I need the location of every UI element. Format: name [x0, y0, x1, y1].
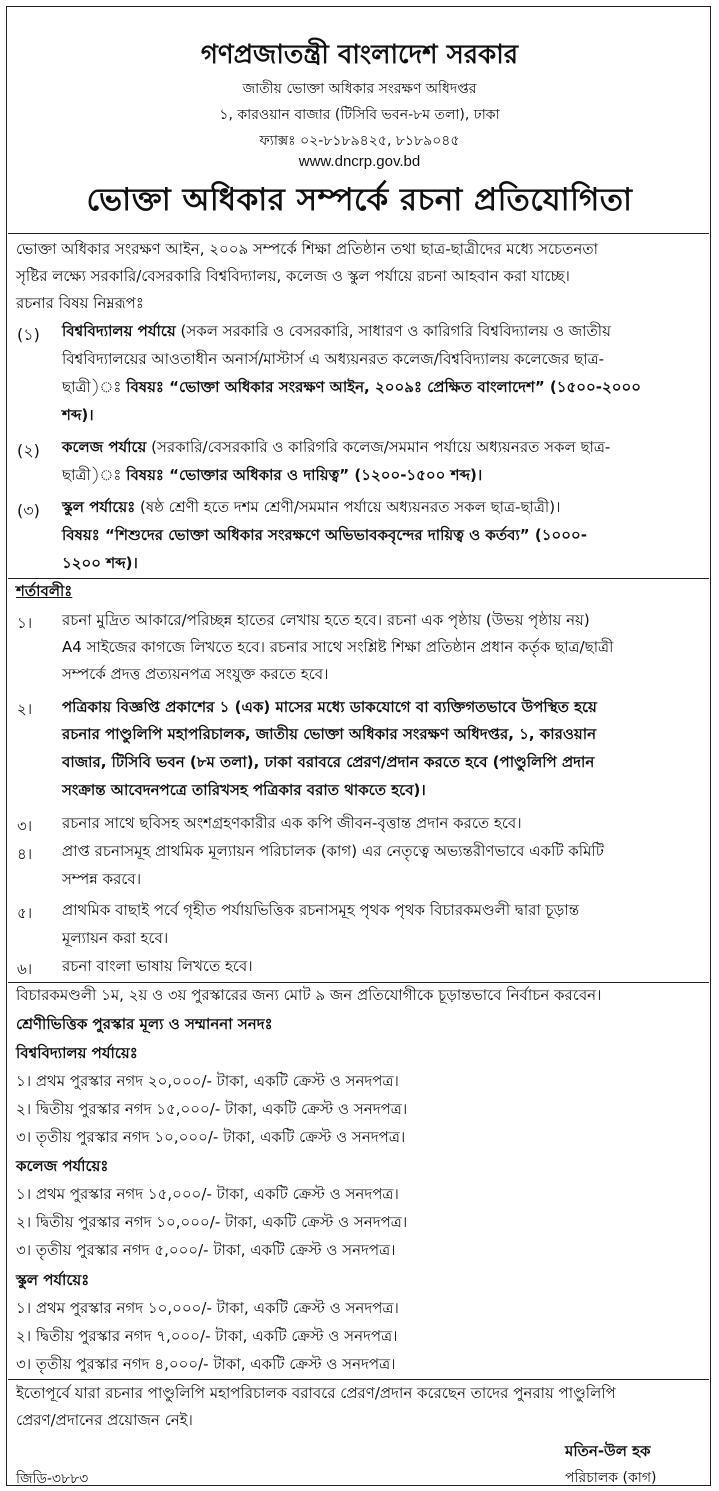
topic-text: ছাত্রী)ঃ: [62, 378, 127, 396]
topic-line: বিশ্ববিদ্যালয়ের আওতাধীন অনার্স/মাস্টার্স এ অধ্যয়নরত কলেজ/বিশ্ববিদ্যালয় কলেজের ছাত্র-: [62, 350, 605, 368]
prize-item: ১। প্রথম পুরস্কার নগদ ২০,০০০/- টাকা, একটি ক্রেস্ট ও সনদপত্র।: [16, 1072, 399, 1090]
prize-group-title: স্কুল পর্যায়েঃ: [16, 1271, 90, 1289]
term-line: বাজার, টিসিবি ভবন (৮ম তলা), ঢাকা বরাবরে প্রেরণ/প্রদান করতে হবে (পাণ্ডুলিপি প্রদান: [62, 753, 595, 771]
term-line: পত্রিকায় বিজ্ঞপ্তি প্রকাশের ১ (এক) মাসের মধ্যে ডাকযোগে বা ব্যক্তিগতভাবে উপস্থিত হয়ে: [62, 698, 597, 716]
topic-text: (সরকারি/বেসরকারি ও কারিগরি কলেজ/সমমান পর্যায়ে অধ্যয়নরত সকল ছাত্র-: [146, 438, 611, 456]
prize-item: ৩। তৃতীয় পুরস্কার নগদ ১০,০০০/- টাকা, একটি ক্রেস্ট ও সনদপত্র।: [16, 1128, 406, 1146]
closing-note: ইতোপূর্বে যারা রচনার পাণ্ডুলিপি মহাপরিচালক বরাবরে প্রেরণ/প্রদান করেছেন তাদের পুনরায় পাণ্ডুলিপি: [16, 1384, 616, 1402]
title-divider: [8, 233, 709, 234]
topic-line: শব্দ)।: [62, 406, 94, 424]
topic-line: ১২০০ শব্দ)।: [62, 554, 138, 572]
prize-item: ২। দ্বিতীয় পুরস্কার নগদ ১০,০০০/- টাকা, একটি ক্রেস্ট ও সনদপত্র।: [16, 1213, 408, 1231]
prize-item: ৩। তৃতীয় পুরস্কার নগদ ৪,০০০/- টাকা, একটি ক্রেস্ট ও সনদপত্র।: [16, 1355, 396, 1373]
website-link[interactable]: www.dncrp.gov.bd: [298, 153, 421, 170]
term-line: প্রাথমিক বাছাই পর্বে গৃহীত পর্যায়ভিত্তিক রচনাসমূহ পৃথক পৃথক বিচারকমণ্ডলী দ্বারা চূড়ান্ত: [62, 901, 580, 919]
judges-note: বিচারকমণ্ডলী ১ম, ২য় ও ৩য় পুরস্কারের জন্য মোট ৯ জন প্রতিযোগীকে চূড়ান্তভাবে নির্বাচন করবেন।: [16, 986, 602, 1004]
address: ১, কারওয়ান বাজার (টিসিবি ভবন-৮ম তলা), ঢাকা: [219, 107, 500, 123]
topic-number: (২): [17, 441, 40, 460]
topic-line: [62, 318, 611, 346]
department-name: জাতীয় ভোক্তা অধিকার সংরক্ষণ অধিদপ্তর: [242, 81, 477, 97]
signatory-designation: পরিচালক (কাগ): [565, 1470, 657, 1486]
signatory-name: মতিন-উল হক: [565, 1442, 651, 1460]
topics-heading: রচনার বিষয় নিম্নরূপঃ: [16, 294, 144, 312]
topic-subject: বিষয়ঃ “শিশুদের ভোক্তা অধিকার সংরক্ষণে অভিভাবকবৃন্দের দায়িত্ব ও কর্তব্য” (১০০০-: [62, 526, 587, 544]
section-divider: [8, 578, 709, 579]
term-line: রচনা মুদ্রিত আকারে/পরিচ্ছন্ন হাতের লেখায় হতে হবে। রচনা এক পৃষ্ঠায় (উভয় পৃষ্ঠায় নয়): [62, 611, 590, 629]
term-number: ৪।: [17, 845, 33, 863]
intro-line: সৃষ্টির লক্ষ্যে সরকারি/বেসরকারি বিশ্ববিদ্যালয়, কলেজ ও স্কুল পর্যায়ে রচনা আহবান করা যাচ্ছে।: [16, 267, 570, 285]
topic-number: (৩): [17, 501, 40, 520]
term-number: ৫।: [17, 904, 33, 922]
topic-number: (১): [17, 325, 40, 344]
topic-level: কলেজ পর্যায়ে: [62, 438, 147, 456]
term-line: সংক্রান্ত আবেদনপত্রে তারিখসহ পত্রিকার বরাত থাকতে হবে)।: [62, 781, 426, 799]
topic-subject: বিষয়ঃ “ভোক্তার অধিকার ও দায়িত্ব” (১২০০-১৫০০ শব্দ)।: [126, 466, 483, 484]
topic-text: ছাত্রী)ঃ: [62, 466, 127, 484]
terms-heading: শর্তাবলীঃ: [16, 582, 73, 600]
topic-line: [62, 494, 560, 522]
topic-line: [62, 462, 482, 490]
reference-number: জিডি-৩৮৮৩: [16, 1471, 89, 1487]
term-line: মূল্যায়ন করা হবে।: [62, 929, 169, 947]
notice-title: ভোক্তা অধিকার সম্পর্কে রচনা প্রতিযোগিতা: [86, 182, 633, 218]
term-number: ৬।: [17, 960, 33, 978]
government-name: গণপ্রজাতন্ত্রী বাংলাদেশ সরকার: [200, 40, 519, 70]
topic-level: বিশ্ববিদ্যালয় পর্যায়ে: [62, 322, 176, 340]
fax-numbers: ফ্যাক্সঃ ০২-৮১৮৯৪২৫, ৮১৮৯০৪৫: [259, 133, 460, 149]
topic-text: (সকল সরকারি ও বেসরকারি, সাধারণ ও কারিগরি বিশ্ববিদ্যালয় ও জাতীয়: [175, 322, 611, 340]
topic-subject: বিষয়ঃ “ভোক্তা অধিকার সংরক্ষণ আইন, ২০০৯ঃ প্রেক্ষিত বাংলাদেশ” (১৫০০-২০০০: [126, 378, 641, 396]
prize-item: ১। প্রথম পুরস্কার নগদ ১০,০০০/- টাকা, একটি ক্রেস্ট ও সনদপত্র।: [16, 1299, 399, 1317]
prize-item: ১। প্রথম পুরস্কার নগদ ১৫,০০০/- টাকা, একটি ক্রেস্ট ও সনদপত্র।: [16, 1185, 399, 1203]
prize-item: ২। দ্বিতীয় পুরস্কার নগদ ১৫,০০০/- টাকা, একটি ক্রেস্ট ও সনদপত্র।: [16, 1100, 408, 1118]
term-line: রচনার পাণ্ডুলিপি মহাপরিচালক, জাতীয় ভোক্তা অধিকার সংরক্ষণ অধিদপ্তর, ১, কারওয়ান: [62, 725, 597, 743]
term-line: সম্পন্ন করবে।: [62, 870, 142, 888]
topic-level: স্কুল পর্যায়েঃ: [62, 498, 136, 516]
term-number: ১।: [17, 614, 33, 632]
topic-text: (ষষ্ঠ শ্রেণী হতে দশম শ্রেণী/সমমান পর্যায়ে অধ্যয়নরত সকল ছাত্র-ছাত্রী)।: [135, 498, 561, 516]
term-line: রচনা বাংলা ভাষায় লিখতে হবে।: [62, 957, 253, 975]
term-number: ৩।: [17, 817, 33, 835]
topic-line: [62, 374, 641, 402]
term-number: ২।: [17, 700, 33, 718]
term-line: সম্পর্কে প্রদত্ত প্রত্যয়নপত্র সংযুক্ত করতে হবে।: [62, 665, 329, 683]
prize-group-title: কলেজ পর্যায়েঃ: [16, 1157, 109, 1175]
prize-item: ৩। তৃতীয় পুরস্কার নগদ ৫,০০০/- টাকা, একটি ক্রেস্ট ও সনদপত্র।: [16, 1241, 396, 1259]
topic-line: [62, 434, 610, 462]
intro-line: ভোক্তা অধিকার সংরক্ষণ আইন, ২০০৯ সম্পর্কে শিক্ষা প্রতিষ্ঠান তথা ছাত্র-ছাত্রীদের মধ্যে সচেতনতা: [16, 240, 598, 258]
prizes-heading: শ্রেণীভিত্তিক পুরস্কার মূল্য ও সম্মাননা সনদঃ: [16, 1015, 273, 1033]
term-line: A4 সাইজের কাগজে লিখতে হবে। রচনার সাথে সংশ্লিষ্ট শিক্ষা প্রতিষ্ঠান প্রধান কর্তৃক ছাত্র/ছাত্রী: [62, 638, 614, 656]
term-line: রচনার সাথে ছবিসহ অংশগ্রহণকারীর এক কপি জীবন-বৃত্তান্ত প্রদান করতে হবে।: [62, 814, 522, 832]
closing-note: প্রেরণ/প্রদানের প্রয়োজন নেই।: [16, 1411, 193, 1429]
prize-group-title: বিশ্ববিদ্যালয় পর্যায়েঃ: [16, 1044, 138, 1062]
term-line: প্রাপ্ত রচনাসমূহ প্রাথমিক মূল্যায়ন পরিচালক (কাগ) এর নেতৃত্বে অভ্যন্তরীণভাবে একটি কমিটি: [62, 842, 604, 860]
prize-item: ২। দ্বিতীয় পুরস্কার নগদ ৭,০০০/- টাকা, একটি ক্রেস্ট ও সনদপত্র।: [16, 1327, 398, 1345]
